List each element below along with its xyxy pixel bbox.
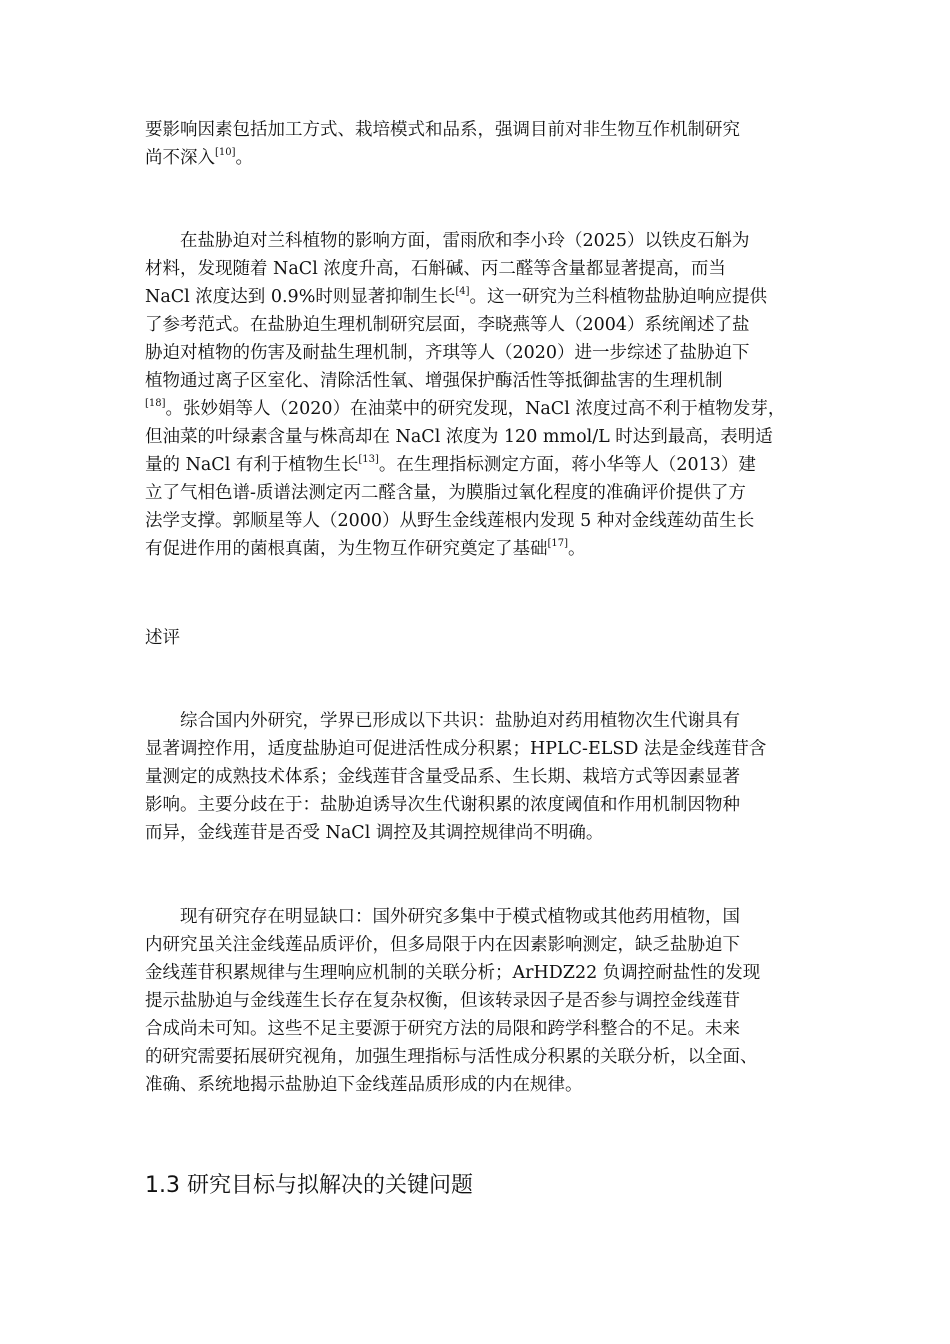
text-line: [145, 144, 815, 172]
text-line: [145, 451, 815, 479]
text-span: 。: [568, 539, 586, 559]
section-heading: 1.3 研究目标与拟解决的关键问题: [145, 1173, 473, 1198]
citation-ref: [10]: [215, 147, 236, 158]
text-line: 但油菜的叶绿素含量与株高却在 NaCl 浓度为 120 mmol/L 时达到最高，表明适: [145, 427, 773, 447]
text-line: 金线莲苷积累规律与生理响应机制的关联分析；ArHDZ22 负调控耐盐性的发现: [145, 963, 761, 983]
text-span: 。: [235, 148, 254, 168]
text-line: 立了气相色谱-质谱法测定丙二醛含量，为膜脂过氧化程度的准确评价提供了方: [145, 483, 746, 503]
text-line: [145, 535, 815, 563]
text-span: 尚不深入: [145, 148, 215, 168]
text-line: 而异，金线莲苷是否受 NaCl 调控及其调控规律尚不明确。: [145, 823, 604, 843]
text-span: 。张妙娟等人（2020）在油菜中的研究发现，NaCl 浓度过高不利于植物发芽，: [165, 399, 786, 419]
text-line: 法学支撑。郭顺星等人（2000）从野生金线莲根内发现 5 种对金线莲幼苗生长: [145, 511, 755, 531]
text-line: 内研究虽关注金线莲品质评价，但多局限于内在因素影响测定，缺乏盐胁迫下: [145, 935, 740, 955]
text-line: 的研究需要拓展研究视角，加强生理指标与活性成分积累的关联分析，以全面、: [145, 1047, 758, 1067]
text-line: 了参考范式。在盐胁迫生理机制研究层面，李晓燕等人（2004）系统阐述了盐: [145, 315, 750, 335]
paragraph-research-gap: [145, 903, 815, 1099]
review-heading: 述评: [145, 628, 180, 648]
paragraph-review: [145, 707, 815, 847]
text-line: 显著调控作用，适度盐胁迫可促进活性成分积累；HPLC-ELSD 法是金线莲苷含: [145, 739, 767, 759]
text-line: 在盐胁迫对兰科植物的影响方面，雷雨欣和李小玲（2025）以铁皮石斛为: [180, 231, 750, 251]
text-line: [145, 283, 815, 311]
paragraph-intro: [145, 116, 815, 172]
text-line: 材料，发现随着 NaCl 浓度升高，石斛碱、丙二醛等含量都显著提高，而当: [145, 259, 726, 279]
text-line: 提示盐胁迫与金线莲生长存在复杂权衡，但该转录因子是否参与调控金线莲苷: [145, 991, 740, 1011]
text-line: [145, 395, 815, 423]
text-line: 量测定的成熟技术体系；金线莲苷含量受品系、生长期、栽培方式等因素显著: [145, 767, 740, 787]
citation-ref: [18]: [145, 398, 166, 409]
citation-ref: [13]: [358, 454, 379, 465]
text-line: 胁迫对植物的伤害及耐盐生理机制，齐琪等人（2020）进一步综述了盐胁迫下: [145, 343, 750, 363]
text-line: 植物通过离子区室化、清除活性氧、增强保护酶活性等抵御盐害的生理机制: [145, 371, 723, 391]
text-span: 量的 NaCl 有利于植物生长: [145, 455, 359, 475]
citation-ref: [17]: [547, 538, 569, 549]
text-line: 影响。主要分歧在于：盐胁迫诱导次生代谢积累的浓度阈值和作用机制因物种: [145, 795, 740, 815]
text-line: 合成尚未可知。这些不足主要源于研究方法的局限和跨学科整合的不足。未来: [145, 1019, 740, 1039]
text-span: NaCl 浓度达到 0.9%时则显著抑制生长: [145, 287, 456, 307]
text-span: 。在生理指标测定方面，蒋小华等人（2013）建: [378, 455, 756, 475]
text-span: 有促进作用的菌根真菌，为生物互作研究奠定了基础: [145, 539, 548, 559]
text-line: 准确、系统地揭示盐胁迫下金线莲品质形成的内在规律。: [145, 1075, 583, 1095]
text-span: 。这一研究为兰科植物盐胁迫响应提供: [469, 287, 767, 307]
text-line: 综合国内外研究，学界已形成以下共识：盐胁迫对药用植物次生代谢具有: [180, 711, 740, 731]
paragraph-salt-stress: [145, 227, 815, 563]
citation-ref: [4]: [455, 286, 470, 297]
text-line: 要影响因素包括加工方式、栽培模式和品系，强调目前对非生物互作机制研究: [145, 120, 740, 140]
text-line: 现有研究存在明显缺口：国外研究多集中于模式植物或其他药用植物，国: [180, 907, 740, 927]
